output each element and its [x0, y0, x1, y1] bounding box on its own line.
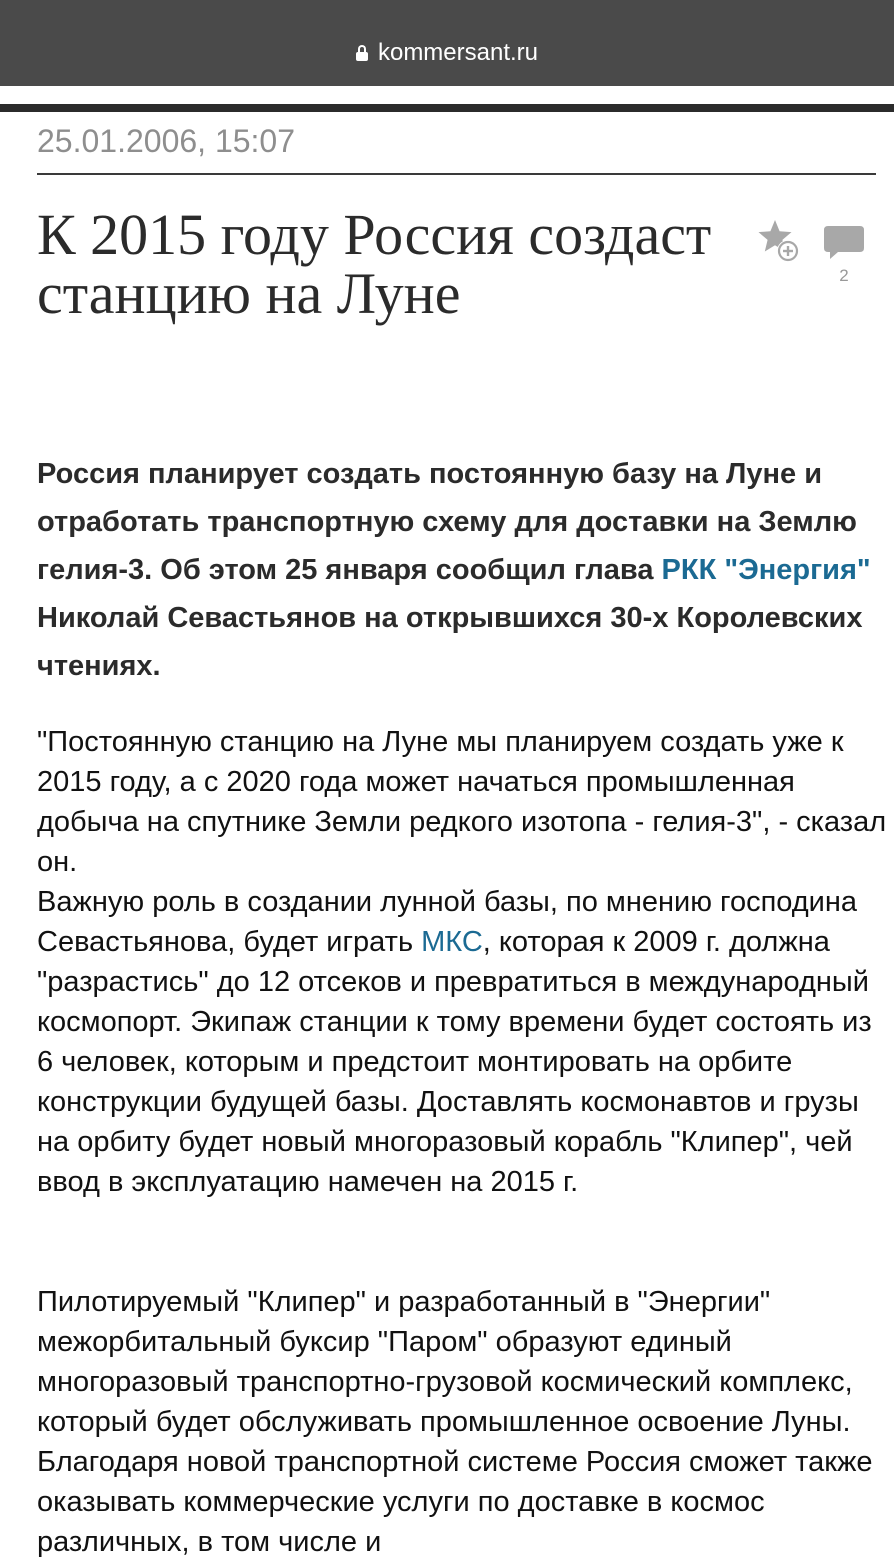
header-divider	[0, 104, 894, 112]
comments-button[interactable]	[822, 222, 866, 288]
lead-text-2: Николай Севастьянов на открывшихся 30-х Королевских чтениях.	[37, 602, 863, 682]
energia-link[interactable]: РКК "Энергия"	[661, 554, 871, 586]
article-lead	[37, 450, 887, 690]
add-to-favorites-button[interactable]	[756, 216, 804, 266]
iss-link[interactable]: МКС	[421, 926, 483, 958]
paragraph-text-2: , которая к 2009 г. должна "разрастись" до 12 отсеков и превратиться в международный космопорт. Экипаж станции к тому времени будет состоять из 6 человек, которым и предстоит монтировать на орбите конструкции будущей базы. Доставлять космонавтов и грузы на орбиту будет новый многоразовый корабль "Клипер", чей ввод в эксплуатацию намечен на 2015 г.	[37, 926, 872, 1198]
article-paragraph-2: Пилотируемый "Клипер" и разработанный в "Энергии" межорбитальный буксир "Паром" образуют единый многоразовый транспортно-грузовой космический комплекс, который будет обслуживать промышленное освоение Луны. Благодаря новой транспортной системе Россия сможет также оказывать коммерческие услуги по доставке в космос различных, в том числе и	[37, 1286, 873, 1558]
article-paragraph-1	[37, 722, 887, 1202]
address-field[interactable]	[0, 38, 894, 68]
url-text: kommersant.ru	[377, 39, 539, 66]
comment-icon	[822, 222, 866, 262]
article-title: К 2015 году Россия создаст станцию на Луне	[37, 202, 712, 326]
lock-icon	[356, 45, 368, 61]
comment-count: 2	[839, 266, 849, 285]
browser-address-bar	[0, 0, 894, 86]
paragraph-text-1: Важную роль в создании лунной базы, по мнению господина Севастьянова, будет играть	[37, 886, 858, 958]
lead-text-1: Россия планирует создать постоянную базу на Луне и отработать транспортную схему для доставки на Землю гелия-3. Об этом 25 января сообщил глава	[37, 458, 857, 586]
article-date: 25.01.2006, 15:07	[37, 123, 296, 159]
quote-text: "Постоянную станцию на Луне мы планируем создать уже к 2015 году, а с 2020 года может начаться промышленная добыча на спутнике Земли редкого изотопа - гелия-3", - сказал он.	[37, 726, 887, 878]
date-divider	[37, 173, 876, 175]
star-add-icon	[756, 216, 804, 266]
